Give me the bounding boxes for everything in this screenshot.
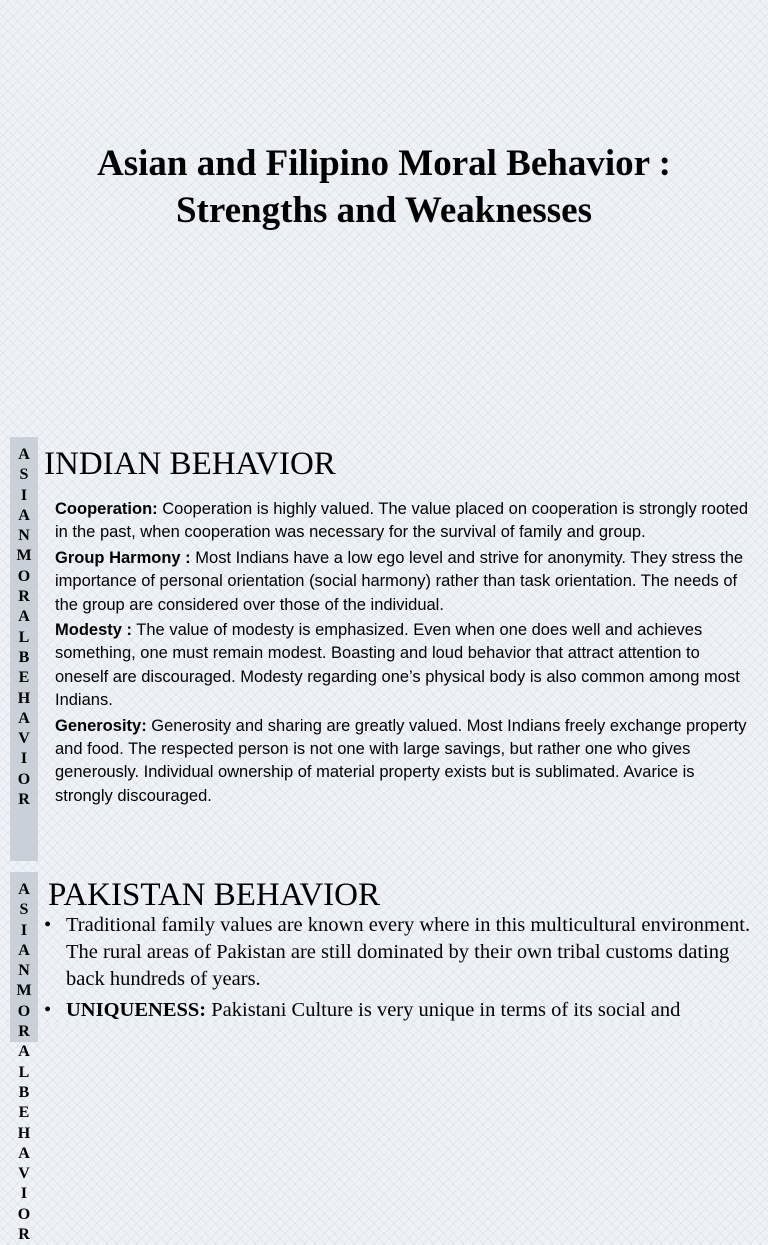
indian-items-list	[55, 498, 755, 810]
side-strip-letter: I	[20, 1185, 28, 1203]
side-strip-letter: R	[18, 588, 30, 606]
side-strip-letter: R	[18, 1226, 30, 1244]
pakistan-behavior-slide	[0, 868, 768, 1244]
side-strip-letter: H	[17, 689, 31, 707]
side-strip-letter: O	[17, 1205, 31, 1223]
side-strip-letter: A	[18, 941, 30, 959]
side-strip-letter: I	[20, 750, 28, 768]
side-strip-letter: E	[18, 669, 30, 687]
side-strip-letter: L	[18, 1063, 30, 1081]
side-strip-letter: V	[18, 1165, 30, 1183]
side-strip-letter: S	[19, 466, 29, 484]
side-strip-letter: A	[18, 506, 30, 524]
section-heading-pakistan: PAKISTAN BEHAVIOR	[48, 877, 380, 913]
section-heading-indian: INDIAN BEHAVIOR	[44, 446, 336, 482]
indian-behavior-slide	[0, 430, 768, 862]
item-term: Group Harmony :	[55, 548, 191, 567]
side-strip-letter: O	[17, 567, 31, 585]
list-item	[55, 619, 755, 713]
item-text: Cooperation is highly valued. The value placed on cooperation is strongly rooted in the past, when cooperation was necessary for the survival of family and group.	[55, 500, 749, 542]
side-strip-letter: R	[18, 791, 30, 809]
side-strip-letter: A	[18, 1144, 30, 1162]
side-strip-letter: S	[19, 901, 29, 919]
list-item	[44, 997, 759, 1024]
list-item	[55, 715, 755, 809]
item-term: Cooperation:	[55, 500, 158, 518]
item-text: Generosity and sharing are greatly valued. Most Indians freely exchange property and food. The respected person is not one with large savings, but rather one who gives generously. Individual ownership of material property exists but is sublimated. Avarice is strongly discouraged.	[55, 716, 747, 805]
item-text: The value of modesty is emphasized. Even when one does well and achieves something, one must remain modest. Boasting and loud behavior that attract attention to oneself are discouraged. Modesty regarding one’s physical body is also common among most Indians.	[55, 621, 740, 710]
list-item	[55, 498, 755, 545]
side-strip-letter: M	[16, 982, 32, 1000]
title-slide	[0, 0, 768, 430]
item-term: Generosity:	[55, 716, 147, 735]
item-term: UNIQUENESS:	[66, 999, 207, 1021]
side-strip-letter: I	[20, 921, 28, 939]
side-strip-letter: A	[18, 881, 30, 898]
side-strip-vertical-text	[10, 437, 38, 861]
side-strip-letter: I	[20, 486, 28, 504]
side-strip-letter: A	[18, 1043, 30, 1061]
side-strip-letter: B	[18, 648, 30, 666]
side-strip-letter: O	[17, 770, 31, 788]
side-strip-letter: M	[16, 547, 32, 565]
list-item	[55, 547, 755, 617]
side-strip-letter: H	[17, 1124, 31, 1142]
side-strip-letter: N	[18, 962, 30, 980]
bullet-icon: •	[44, 999, 52, 1021]
side-strip-letter: V	[18, 730, 30, 748]
item-text: Most Indians have a low ego level and strive for anonymity. They stress the importance of personal orientation (social harmony) rather than task orientation. The needs of the group are considered over those of the individual.	[55, 548, 744, 614]
title-line-1: Asian and Filipino Moral Behavior :	[97, 143, 671, 184]
side-strip-letter: A	[18, 446, 30, 463]
item-text: Traditional family values are known every where in this multicultural environment. The rural areas of Pakistan are still dominated by their own tribal customs dating back hundreds of years.	[66, 914, 751, 990]
side-strip-letter: L	[18, 628, 30, 646]
side-strip-letter: N	[18, 527, 30, 545]
side-strip-letter: R	[18, 1023, 30, 1041]
pakistan-items-list	[44, 912, 759, 1028]
side-strip-letter: O	[17, 1002, 31, 1020]
item-text: Pakistani Culture is very unique in terms of its social and	[206, 999, 681, 1021]
list-item	[44, 912, 759, 993]
title-line-2: Strengths and Weaknesses	[175, 190, 592, 231]
bullet-icon: •	[44, 914, 52, 936]
side-strip-letter: A	[18, 608, 30, 626]
side-strip-letter: A	[18, 709, 30, 727]
side-strip-vertical-text	[10, 872, 38, 1244]
page-title	[20, 140, 748, 234]
side-strip-letter: E	[18, 1104, 30, 1122]
side-strip-letter: B	[18, 1083, 30, 1101]
item-term: Modesty :	[55, 621, 133, 640]
